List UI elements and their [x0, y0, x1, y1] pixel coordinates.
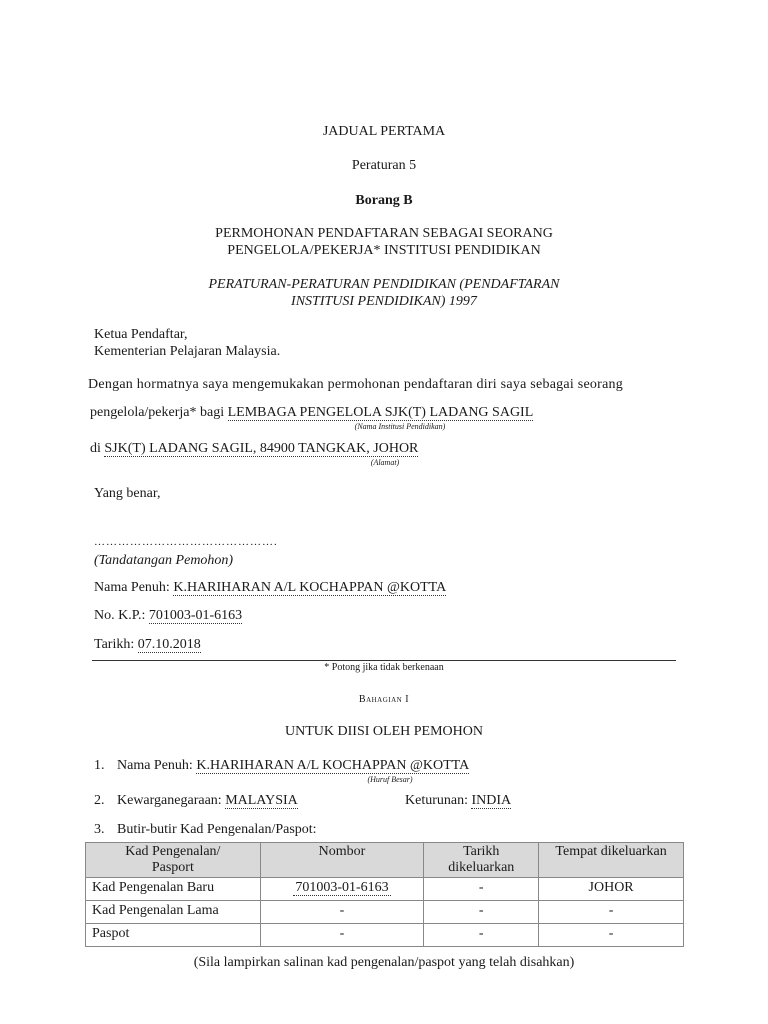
table-row	[86, 924, 684, 947]
attachment-note: (Sila lampirkan salinan kad pengenalan/paspot yang telah disahkan)	[193, 955, 575, 970]
item3-number: 3.	[94, 822, 105, 837]
item2-label: Kewarganegaraan:	[117, 793, 222, 808]
cell-number[interactable]: -	[260, 901, 424, 924]
cell-number-value[interactable]: 701003-01-6163	[295, 880, 389, 895]
cell-id-type: Kad Pengenalan Baru	[86, 878, 261, 901]
table-row	[86, 878, 684, 901]
ic-field[interactable]: 701003-01-6163	[148, 608, 243, 623]
section-label: Bahagian I	[358, 694, 410, 705]
addressee-line2: Kementerian Pelajaran Malaysia.	[94, 344, 281, 359]
date-label: Tarikh:	[94, 637, 135, 652]
footnote: * Potong jika tidak berkenaan	[324, 662, 444, 673]
ic-label: No. K.P.:	[94, 608, 146, 623]
cell-issue-place[interactable]: JOHOR	[539, 878, 684, 901]
address-caption: (Alamat)	[370, 458, 400, 467]
item1-number: 1.	[94, 758, 105, 773]
cell-issue-date[interactable]: -	[424, 924, 539, 947]
cell-id-type: Paspot	[86, 924, 261, 947]
item2-number: 2.	[94, 793, 105, 808]
header-id-type: Kad Pengenalan/ Pasport	[86, 843, 261, 878]
form-title-line1: PERMOHONAN PENDAFTARAN SEBAGAI SEORANG	[215, 226, 553, 241]
section-divider	[92, 660, 676, 661]
address-field[interactable]: SJK(T) LADANG SAGIL, 84900 TANGKAK, JOHOR	[104, 441, 419, 456]
part1-heading: UNTUK DIISI OLEH PEMOHON	[285, 724, 483, 739]
header-issue-date: Tarikh dikeluarkan	[424, 843, 539, 878]
header-number: Nombor	[260, 843, 424, 878]
institution-prefix: pengelola/pekerja* bagi	[90, 405, 225, 420]
form-title-line2: PENGELOLA/PEKERJA* INSTITUSI PENDIDIKAN	[227, 243, 541, 258]
law-title-line1: PERATURAN-PERATURAN PENDIDIKAN (PENDAFTARAN	[208, 277, 560, 292]
signature-label: (Tandatangan Pemohon)	[94, 553, 234, 568]
item1-caption: (Huruf Besar)	[367, 775, 413, 784]
cell-id-type: Kad Pengenalan Lama	[86, 901, 261, 924]
citizenship-field[interactable]: MALAYSIA	[225, 793, 298, 808]
ethnicity-label: Keturunan:	[405, 793, 468, 808]
addressee-line1: Ketua Pendaftar,	[94, 327, 188, 342]
item1-row	[117, 758, 469, 774]
law-title-line2: INSTITUSI PENDIDIKAN) 1997	[291, 294, 477, 309]
item2-row	[117, 793, 298, 809]
fullname-field[interactable]: K.HARIHARAN A/L KOCHAPPAN @KOTTA	[173, 580, 447, 595]
cell-number[interactable]	[260, 878, 424, 901]
cell-number[interactable]: -	[260, 924, 424, 947]
regulation-number: Peraturan 5	[351, 158, 417, 173]
institution-name-field[interactable]: LEMBAGA PENGELOLA SJK(T) LADANG SAGIL	[227, 405, 534, 420]
signature-line[interactable]: ……………………………………….	[94, 536, 278, 548]
closing: Yang benar,	[94, 486, 161, 501]
address-prefix: di	[90, 441, 101, 456]
fullname-row	[94, 580, 446, 596]
id-details-table	[85, 842, 684, 947]
cell-issue-date[interactable]: -	[424, 901, 539, 924]
item3-label: Butir-butir Kad Pengenalan/Paspot:	[117, 822, 317, 837]
form-name: Borang B	[355, 193, 413, 208]
table-row	[86, 901, 684, 924]
cell-issue-place[interactable]: -	[539, 924, 684, 947]
letter-paragraph-line1: Dengan hormatnya saya mengemukakan permohonan pendaftaran diri saya sebagai seorang	[88, 377, 624, 392]
cell-issue-date[interactable]: -	[424, 878, 539, 901]
date-field[interactable]: 07.10.2018	[137, 637, 201, 652]
item2b-row	[405, 793, 511, 809]
date-row	[94, 637, 201, 653]
address-line	[90, 441, 418, 457]
cell-issue-place[interactable]: -	[539, 901, 684, 924]
fullname-label: Nama Penuh:	[94, 580, 170, 595]
table-header-row	[86, 843, 684, 878]
ic-row	[94, 608, 242, 624]
institution-caption: (Nama Institusi Pendidikan)	[354, 422, 446, 431]
ethnicity-field[interactable]: INDIA	[471, 793, 512, 808]
institution-line	[90, 405, 533, 421]
item1-fullname-field[interactable]: K.HARIHARAN A/L KOCHAPPAN @KOTTA	[196, 758, 470, 773]
header-issue-place: Tempat dikeluarkan	[539, 843, 684, 878]
schedule-title: JADUAL PERTAMA	[322, 124, 446, 139]
item1-label: Nama Penuh:	[117, 758, 193, 773]
